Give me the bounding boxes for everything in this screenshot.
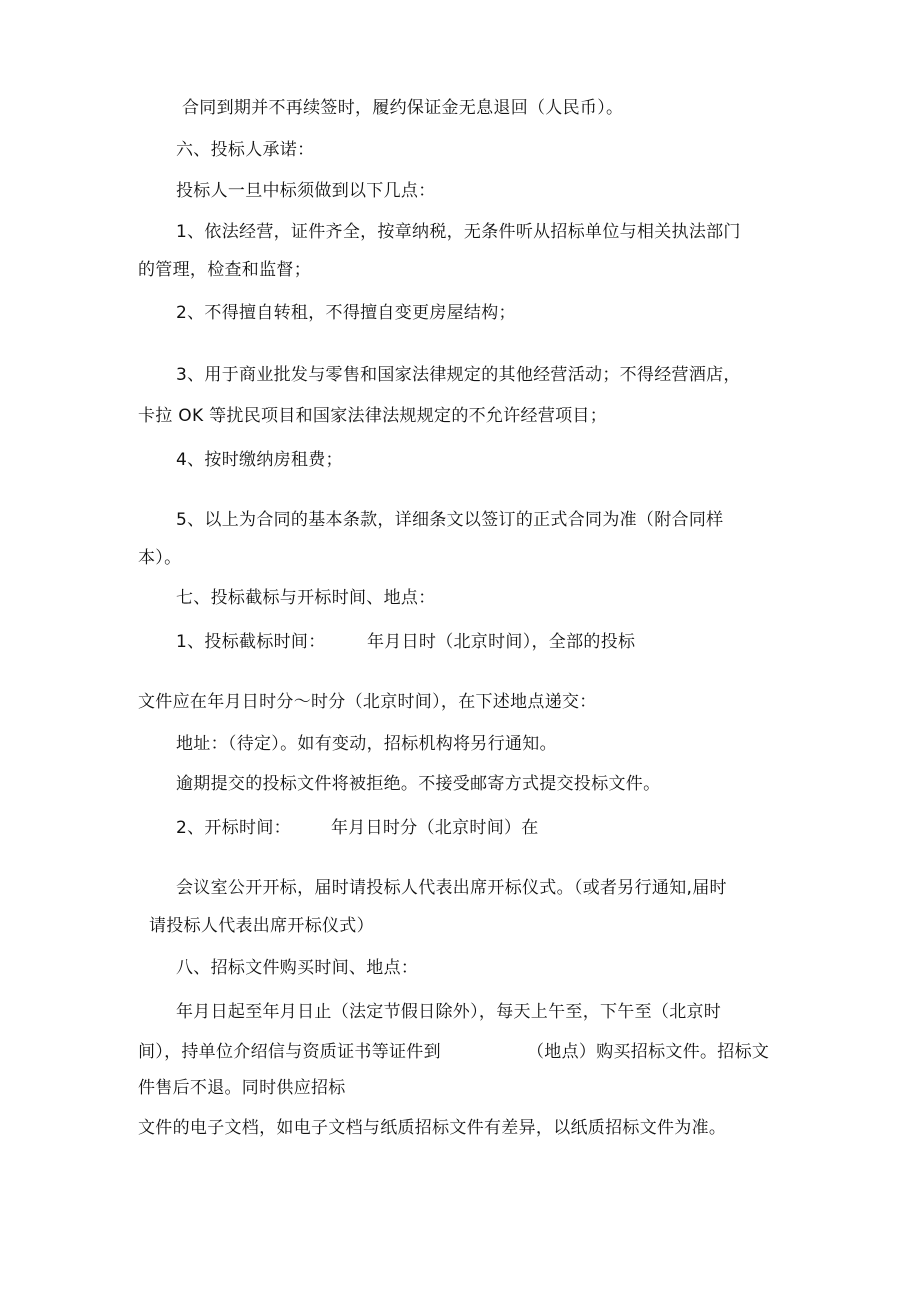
text-line: 1、依法经营，证件齐全，按章纳税，无条件听从招标单位与相关执法部门 [176, 222, 741, 242]
text-line: 4、按时缴纳房租费； [176, 450, 343, 470]
text-line: 件售后不退。同时供应招标 [138, 1078, 346, 1098]
text-line: 2、开标时间： [176, 818, 291, 838]
text-line: 卡拉 OK 等扰民项目和国家法律法规规定的不允许经营项目； [138, 406, 608, 426]
text-line: 本）。 [138, 548, 182, 568]
text-line: 1、投标截标时间： [176, 632, 326, 652]
text-line: 合同到期并不再续签时，履约保证金无息退回（人民币）。 [182, 98, 624, 118]
text-line: 请投标人代表出席开标仪式） [149, 916, 374, 936]
text-line: 会议室公开开标，届时请投标人代表出席开标仪式。（或者另行通知,届时 [176, 878, 727, 898]
text-line: 文件的电子文档，如电子文档与纸质招标文件有差异，以纸质招标文件为准。 [138, 1118, 727, 1138]
text-line: 年月日时（北京时间），全部的投标 [367, 632, 636, 652]
text-line: 5、以上为合同的基本条款，详细条文以签订的正式合同为准（附合同样 [176, 510, 724, 530]
text-line: 地址：（待定）。如有变动，招标机构将另行通知。 [176, 734, 557, 754]
text-line: 文件应在年月日时分～时分（北京时间），在下述地点递交： [138, 692, 597, 712]
text-line: 投标人一旦中标须做到以下几点： [176, 181, 436, 201]
text-line: 逾期提交的投标文件将被拒绝。不接受邮寄方式提交投标文件。 [176, 774, 661, 794]
section-heading: 七、投标截标与开标时间、地点： [176, 588, 436, 608]
text-line: 2、不得擅自转租，不得擅自变更房屋结构； [176, 303, 516, 323]
text-line: 年月日起至年月日止（法定节假日除外），每天上午至，下午至（北京时 [176, 1002, 722, 1022]
text-line: （地点）购买招标文件。招标文 [527, 1042, 770, 1062]
text-line: 年月日时分（北京时间）在 [331, 818, 539, 838]
section-heading: 八、招标文件购买时间、地点： [176, 958, 419, 978]
text-line: 间），持单位介绍信与资质证书等证件到 [138, 1042, 441, 1062]
text-line: 的管理，检查和监督； [138, 260, 311, 280]
text-line: 3、用于商业批发与零售和国家法律规定的其他经营活动；不得经营酒店， [176, 365, 741, 385]
section-heading: 六、投标人承诺： [176, 140, 315, 160]
